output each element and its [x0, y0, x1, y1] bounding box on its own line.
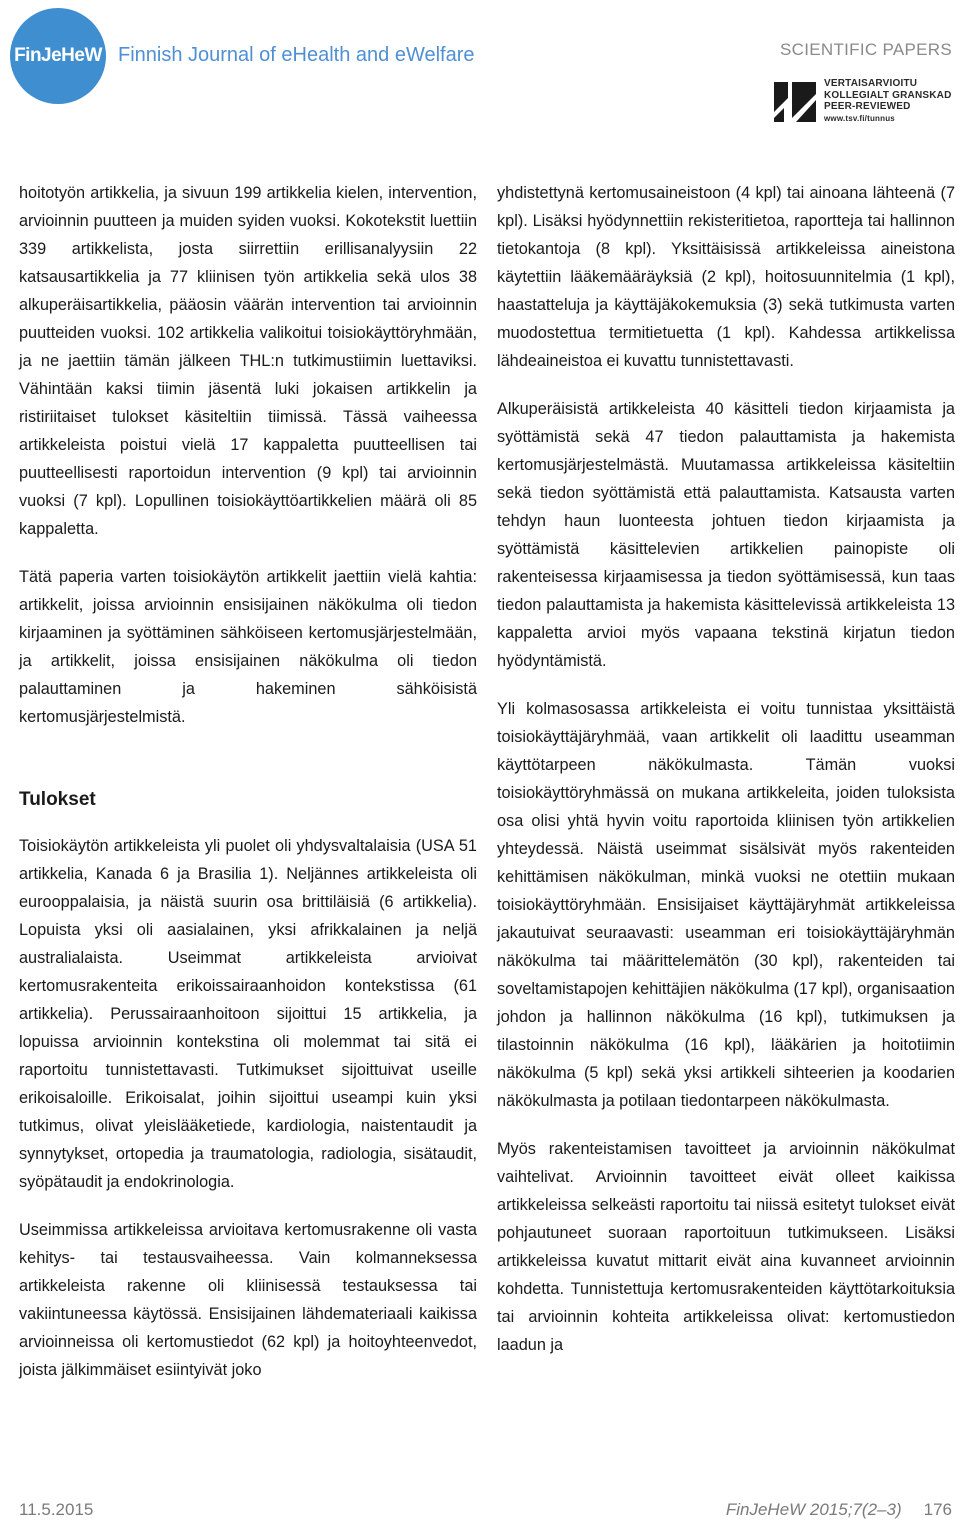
page-number: 176 — [923, 1500, 952, 1519]
page-header — [0, 0, 960, 140]
paragraph: Tätä paperia varten toisiokäytön artikkelit jaettiin vielä kahtia: artikkelit, joissa arvioinnin ensisijainen näkökulma oli tiedon kirjaaminen ja syöttäminen sähköiseen kertomusjärjestelmään, ja artikkelit, joissa ensisijainen näkökulma oli tiedon palauttaminen ja hakeminen sähköisistä kertomusjärjestelmistä. — [19, 568, 477, 726]
paragraph: Alkuperäisistä artikkeleista 40 käsitteli tiedon kirjaamista ja syöttämistä sekä 47 tiedon palauttamista ja hakemista kertomusjärjestelmästä. Muutamassa artikkeleissa käsiteltiin sekä tiedon syöttämistä että palauttamista. Katsausta varten tehdyn haun luonteesta johtuen tiedon kirjaamista ja syöttämistä käsittelevien artikkelien painopiste oli rakenteisessa kirjaamisessa ja tiedon syöttämisessä, kun taas tiedon palauttamista ja hakemista käsittelevissä artikkeleista 13 kappaletta arvioi myös vapaana tekstinä kirjatun tiedon hyödyntämistä. — [497, 400, 955, 670]
section-label: SCIENTIFIC PAPERS — [780, 40, 952, 59]
paragraph: yhdistettynä kertomusaineistoon (4 kpl) tai ainoana lähteenä (7 kpl). Lisäksi hyödynnettiin rekisteritietoa, raportteja tai hallinnon tietokantoja (8 kpl). Yksittäisissä artikkeleissa aineistona käytettiin lääkemääräyksiä (2 kpl), hoitosuunnitelmia (1 kpl), haastatteluja ja käyttäjäkokemuksia (3) sekä tutkimusta varten muodostettua termitietuetta (1 kpl). Kahdessa artikkelissa lähdeaineistoa ei kuvattu tunnistettavasti. — [497, 184, 955, 370]
paragraph: Useimmissa artikkeleissa arvioitava kertomusrakenne oli vasta kehitys- tai testausvaiheessa. Vain kolmanneksessa artikkeleista rakenne oli kliinisessä testauksessa tai vakiintuneessa käytössä. Ensisijainen lähdemateriaali kaikissa arvioinneissa oli kertomustiedot (62 kpl) ja hoitoyhteenvedot, joista jälkimmäiset esiintyivät joko — [19, 1221, 477, 1379]
logo-text: FinJeHeW — [14, 45, 102, 66]
peer-line-sv: KOLLEGIALT GRANSKAD — [824, 89, 952, 101]
page-footer — [0, 1500, 960, 1528]
footer-date: 11.5.2015 — [19, 1500, 94, 1519]
peer-line-fi: VERTAISARVIOITU — [824, 78, 918, 89]
paragraph: Yli kolmasosassa artikkeleista ei voitu tunnistaa yksittäistä toisiokäyttäjäryhmää, vaan artikkelit oli laadittu useamman käyttötarpeen näkökulmasta. Tämän vuoksi toisiokäyttöryhmässä on mukana artikkeleita, joiden tuloksista osa olisi yhtä hyvin voitu raportoida kliinisen työn artikkelien yhteydessä. Näistä useimmat sisälsivät myös rakenteiden kehittämisen näkökulman, minkä vuoksi ne otettiin mukaan toisiokäyttöryhmään. Ensisijaiset käyttäjäryhmät artikkeleissa jakautuivat seuraavasti: useamman eri toisiokäyttäjäryhmän näkökulma tai määrittelemätön (30 kpl), rakenteiden tai soveltamistapojen kehittäjien näkökulma (17 kpl), organisaation johdon ja hallinnon näkökulma (16 kpl), tutkimuksen ja tilastoinnin näkökulma (16 kpl), lääkärien ja hoitotiimin näkökulma (5 kpl) sekä yksi artikkeli sihteerien ja koodarien näkökulmasta ja potilaan tiedontarpeen näkökulmasta. — [497, 700, 955, 1110]
peer-line-en: PEER-REVIEWED — [824, 101, 911, 113]
left-column — [19, 179, 477, 1404]
section-heading: Tulokset — [19, 789, 96, 810]
peer-review-badge — [772, 78, 958, 126]
right-column — [497, 179, 955, 1379]
journal-logo — [10, 8, 106, 104]
peer-review-url: www.tsv.fi/tunnus — [824, 113, 895, 123]
peer-review-icon — [772, 78, 818, 124]
footer-citation — [726, 1500, 952, 1520]
journal-title: Finnish Journal of eHealth and eWelfare — [118, 44, 475, 66]
citation-text: FinJeHeW 2015;7(2–3) — [725, 1500, 902, 1519]
paragraph: Myös rakenteistamisen tavoitteet ja arvioinnin näkökulmat vaihtelivat. Arvioinnin tavoitteet eivät olleet kaikissa artikkeleissa selkeästi raportoitu tai niissä esitetyt tulokset eivät pohjautuneet suoraan raportoituun tutkimukseen. Lisäksi artikkeleissa kuvatut mittarit eivät aina kuvanneet arvioinnin kohdetta. Tunnistettuja kertomusrakenteiden käyttötarkoituksia tai arvioinnin kohteita artikkeleissa olivat: kertomustiedon laadun ja — [497, 1140, 955, 1354]
paragraph: Toisiokäytön artikkeleista yli puolet oli yhdysvaltalaisia (USA 51 artikkelia, Kanada 6 ja Brasilia 1). Neljännes artikkeleista oli eurooppalaisia, ja näistä suurin osa brittiläisiä (6 artikkelia). Lopuista yksi oli aasialainen, yksi afrikkalainen ja neljä australialaista. Useimmat artikkeleista arvioivat kertomusrakenteita erikoissairaanhoidon kontekstissa (61 artikkelia). Perussairaanhoitoon sijoittui 15 artikkelia, ja lopuissa arvioinnin kontekstina oli molemmat tai sitä ei raportoitu tunnistettavasti. Tutkimukset sijoittuivat useille erikoisaloille. Erikoisalat, joihin sijoittui useampi kuin yksi tutkimus, olivat yleislääketiede, kardiologia, naistentaudit ja synnytykset, ortopedia ja traumatologia, radiologia, sisätaudit, syöpätaudit ja endokrinologia. — [19, 837, 477, 1191]
peer-review-text — [824, 78, 952, 124]
paragraph: hoitotyön artikkelia, ja sivuun 199 artikkelia kielen, intervention, arvioinnin puutteen ja muiden syiden vuoksi. Kokotekstit luettiin 339 artikkelista, josta siirrettiin erillisanalyysiin 22 katsausartikkelia ja 77 kliinisen työn artikkelia sekä ulos 38 alkuperäisartikkelia, pääosin väärän intervention tai arvioinnin puutteiden vuoksi. 102 artikkelia valikoitui toisiokäyttöryhmään, ja ne jaettiin tämän jälkeen THL:n tutkimustiimin luettaviksi. Vähintään kaksi tiimin jäsentä luki jokaisen artikkelin ja ristiriitaiset tulokset käsiteltiin tiimissä. Tässä vaiheessa artikkeleista poistui vielä 17 kappaletta puutteellisen tai puutteellisesti raportoidun intervention (9 kpl) tai arvioinnin vuoksi (7 kpl). Lopullinen toisiokäyttöartikkelien määrä oli 85 kappaletta. — [19, 184, 477, 538]
